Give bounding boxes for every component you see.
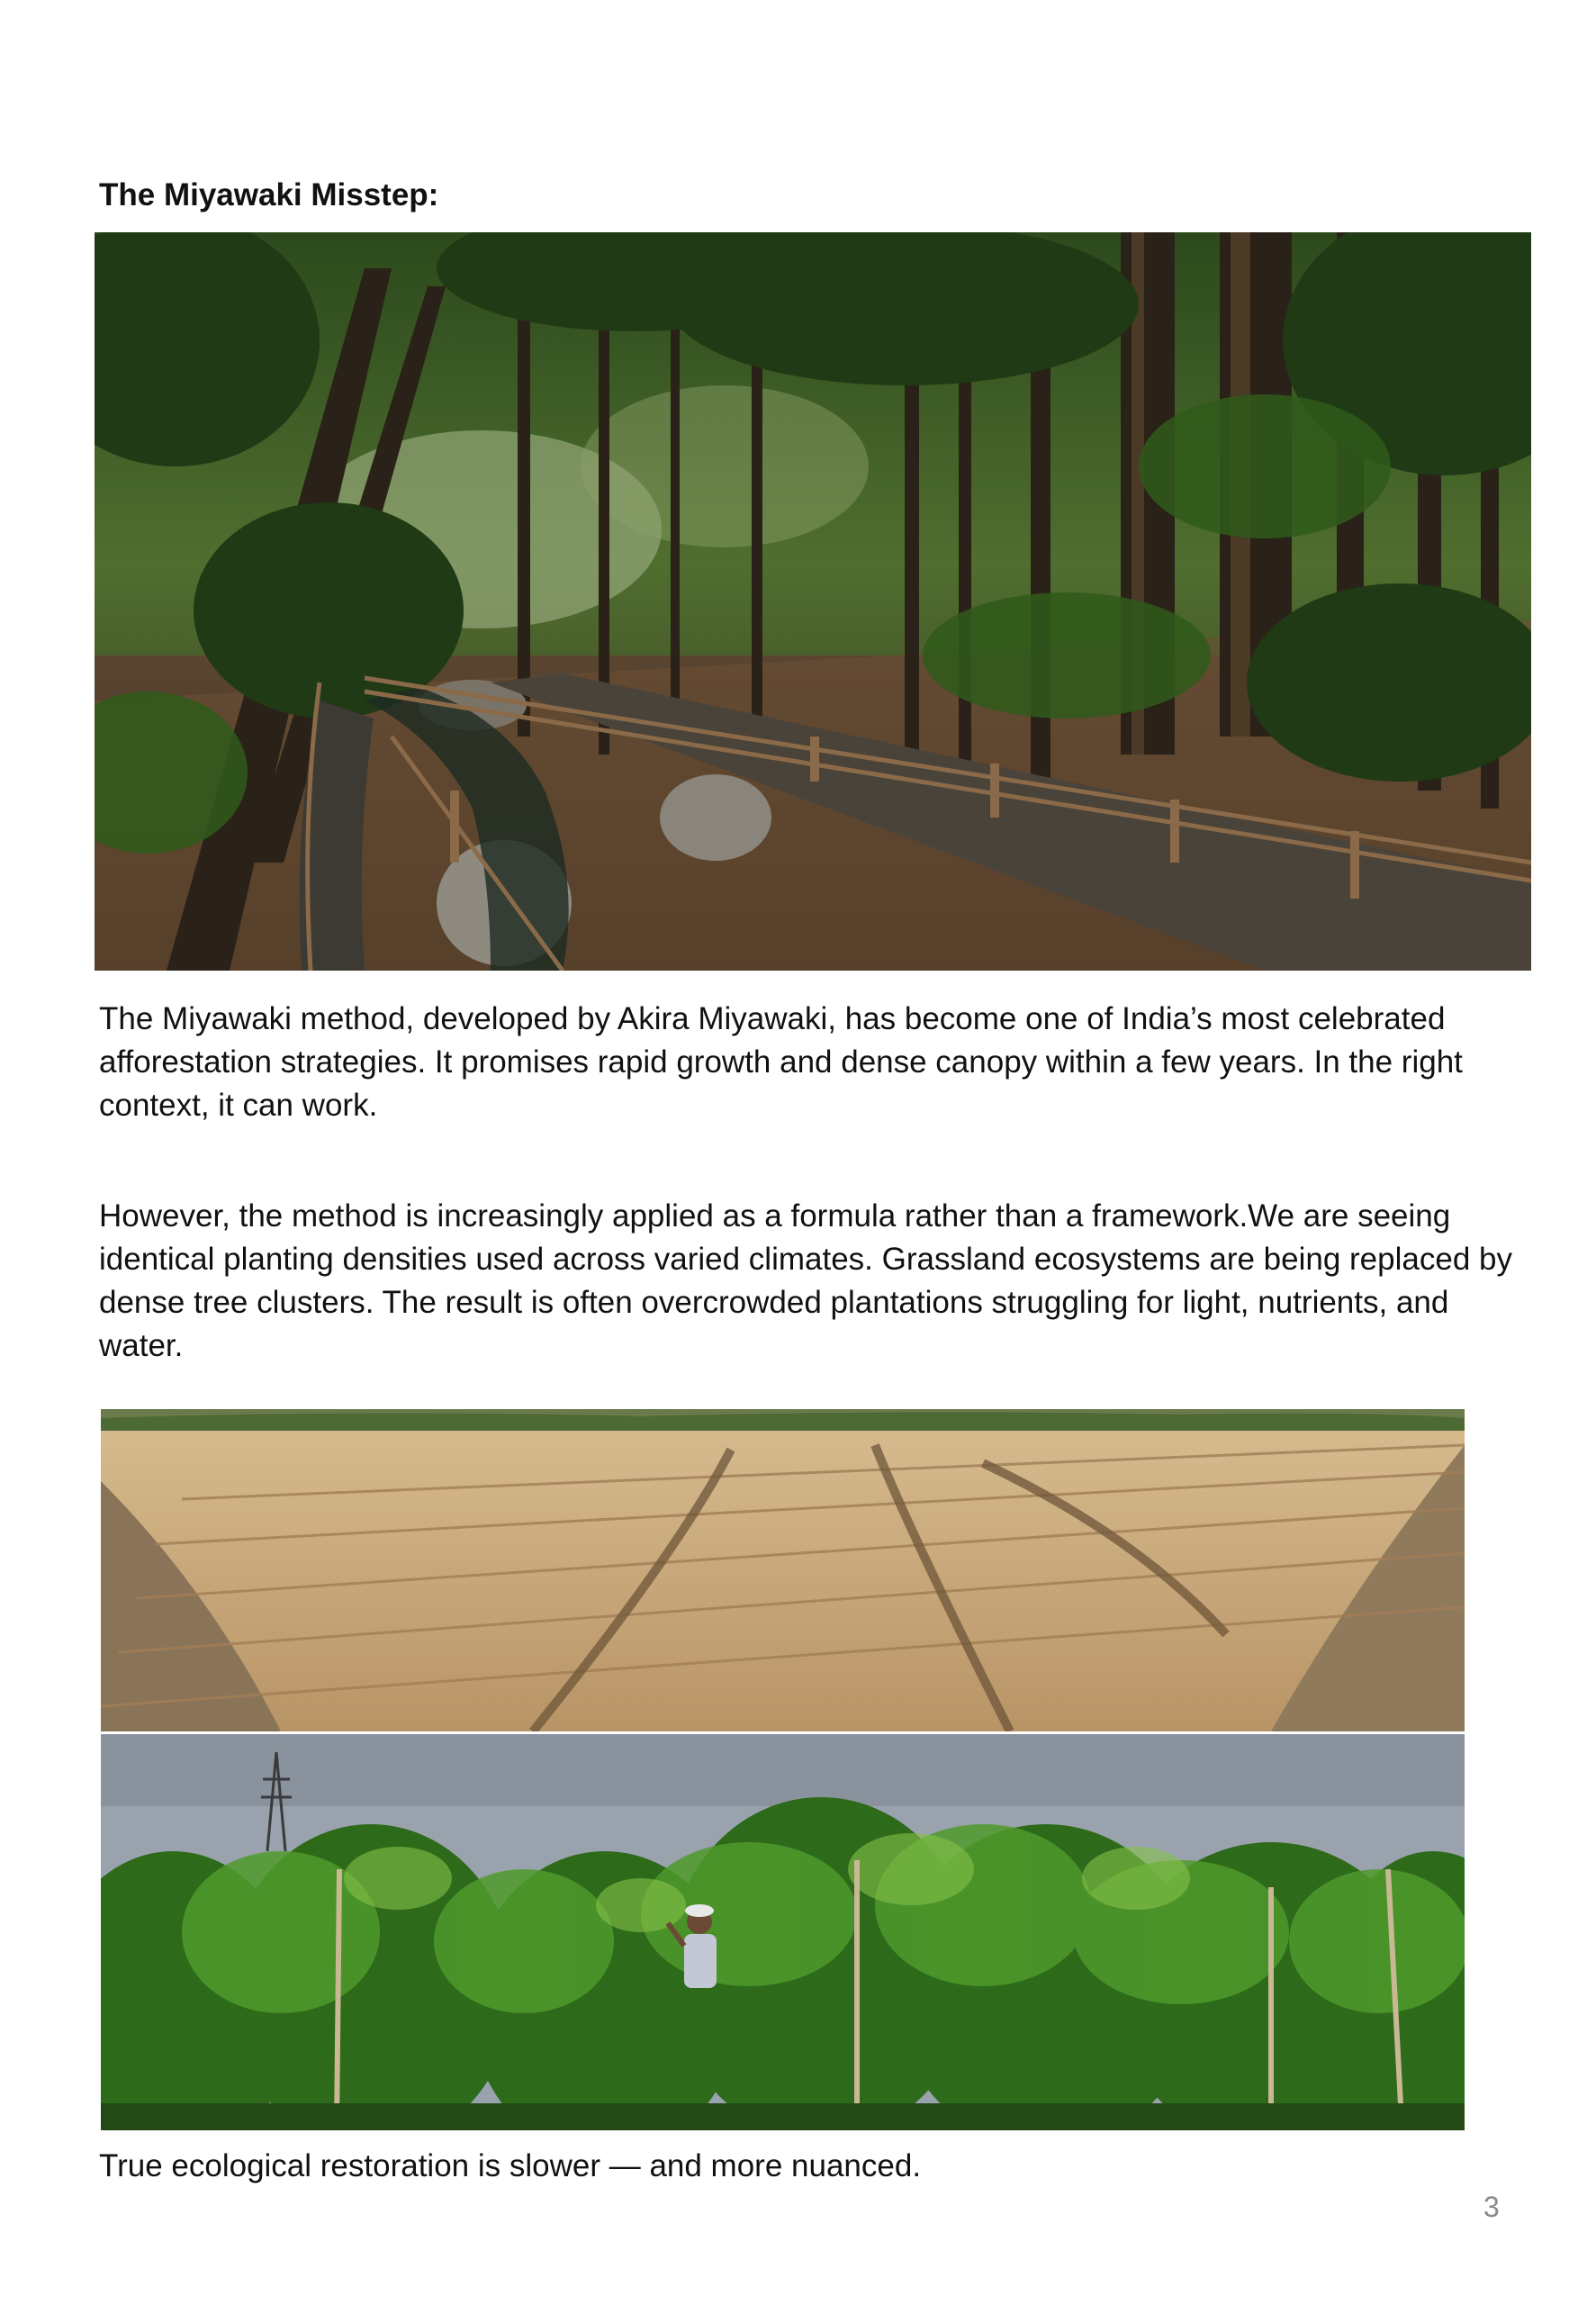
section-heading: The Miyawaki Misstep: [99,177,439,212]
photo-caption: True ecological restoration is slower — and more nuanced. [99,2148,922,2183]
page-number: 3 [1483,2191,1500,2223]
paragraph-miyawaki-critique: However, the method is increasingly applied as a formula rather than a framework.We are seeing identical planting densities used across varied climates. Grassland ecosystems are being replaced by dense tree clusters. The result is often overcrowded plantations struggling for light, nutrients, and water. [99,1198,1512,1363]
dense-plantation-with-person-photo [101,1734,1465,2130]
forest-walkway-photo [95,232,1531,971]
cleared-plantation-site-photo [101,1409,1465,1731]
paragraph-miyawaki-intro: The Miyawaki method, developed by Akira Miyawaki, has become one of India’s most celebrated afforestation strategies. It promises rapid growth and dense canopy within a few years. In the right context, it can work. [99,1001,1463,1123]
